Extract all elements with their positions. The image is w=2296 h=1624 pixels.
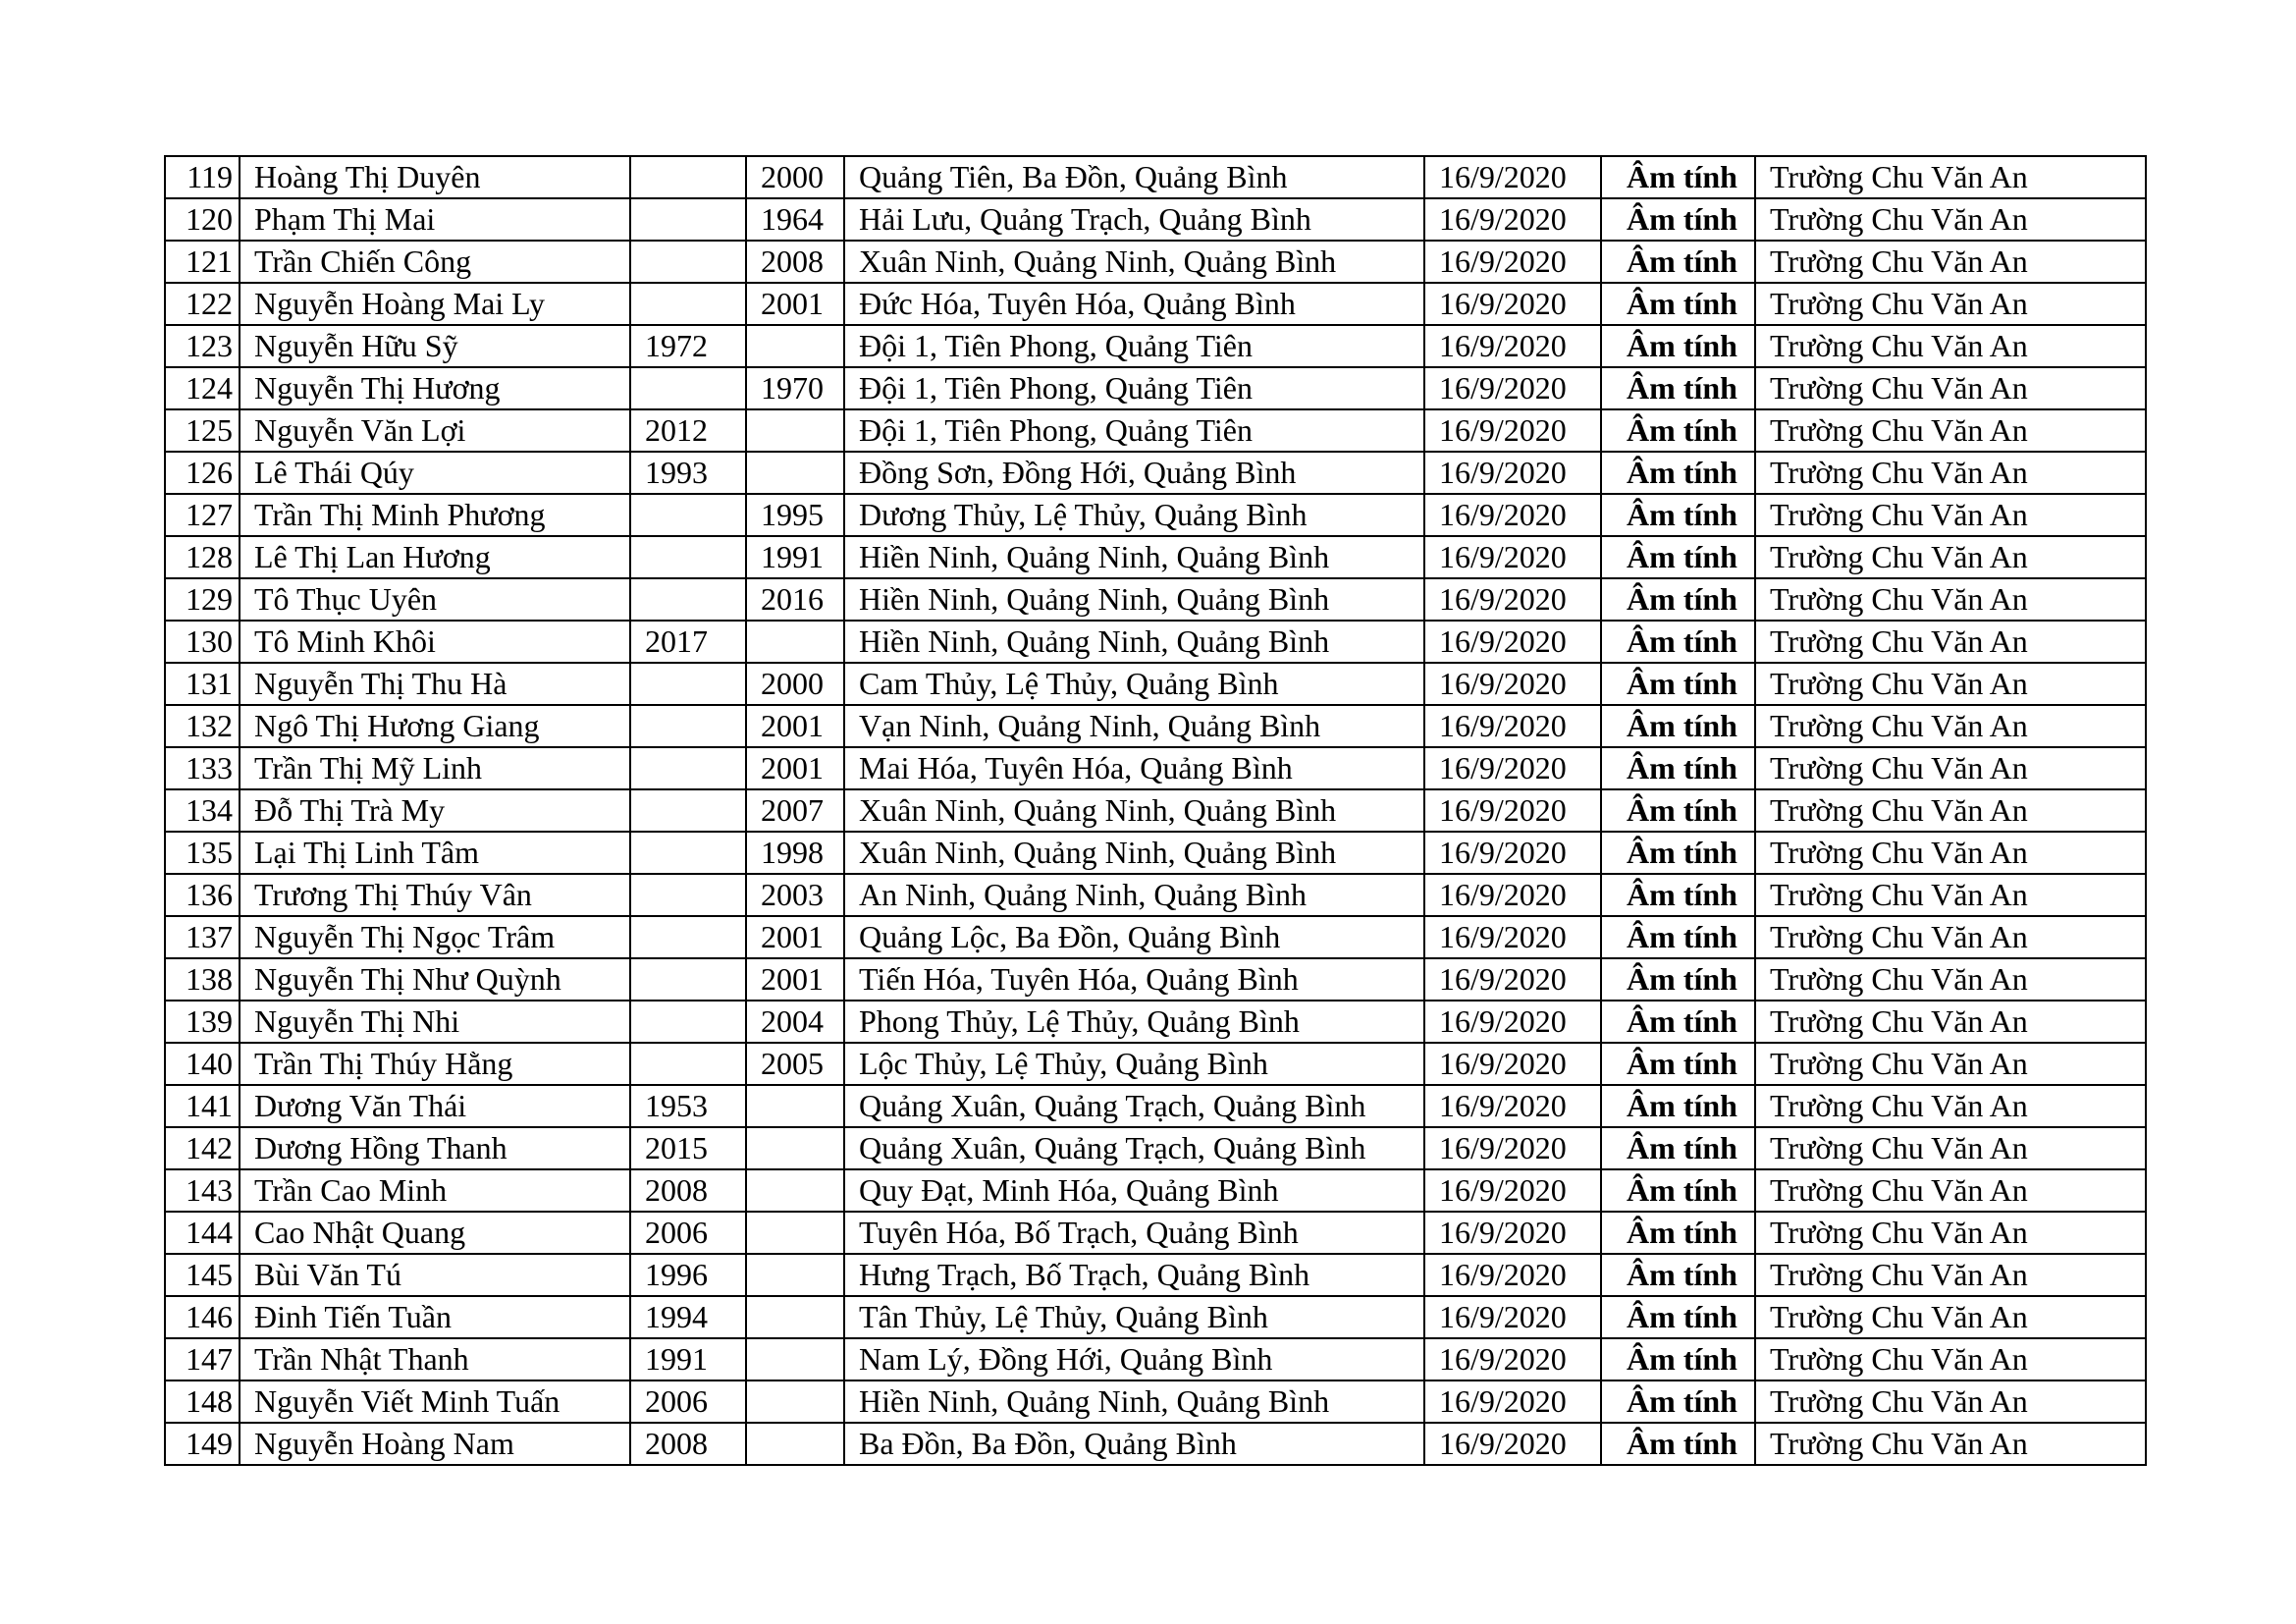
table-row <box>165 367 2146 409</box>
birth-year-female: 2008 <box>746 241 844 283</box>
birth-year-female <box>746 1380 844 1423</box>
birth-year-male <box>630 916 746 958</box>
birth-year-male <box>630 874 746 916</box>
table-row <box>165 789 2146 832</box>
address: Mai Hóa, Tuyên Hóa, Quảng Bình <box>844 747 1424 789</box>
table-row <box>165 241 2146 283</box>
test-result: Âm tính <box>1601 198 1755 241</box>
table-row <box>165 156 2146 198</box>
test-date: 16/9/2020 <box>1424 1296 1601 1338</box>
birth-year-female <box>746 1296 844 1338</box>
birth-year-female <box>746 409 844 452</box>
birth-year-male: 1993 <box>630 452 746 494</box>
birth-year-male <box>630 832 746 874</box>
table-row <box>165 916 2146 958</box>
birth-year-male <box>630 198 746 241</box>
test-location: Trường Chu Văn An <box>1755 409 2146 452</box>
birth-year-female: 1991 <box>746 536 844 578</box>
birth-year-female: 2001 <box>746 916 844 958</box>
test-result: Âm tính <box>1601 1212 1755 1254</box>
table-row <box>165 198 2146 241</box>
address: Xuân Ninh, Quảng Ninh, Quảng Bình <box>844 241 1424 283</box>
address: Tuyên Hóa, Bố Trạch, Quảng Bình <box>844 1212 1424 1254</box>
birth-year-male <box>630 156 746 198</box>
test-location: Trường Chu Văn An <box>1755 325 2146 367</box>
person-name: Nguyễn Thị Hương <box>240 367 630 409</box>
table-row <box>165 1212 2146 1254</box>
row-number: 123 <box>165 325 240 367</box>
birth-year-female <box>746 1127 844 1169</box>
test-date: 16/9/2020 <box>1424 1380 1601 1423</box>
address: Hiền Ninh, Quảng Ninh, Quảng Bình <box>844 578 1424 621</box>
row-number: 134 <box>165 789 240 832</box>
table-row <box>165 452 2146 494</box>
birth-year-male: 2015 <box>630 1127 746 1169</box>
birth-year-female <box>746 1338 844 1380</box>
person-name: Nguyễn Hoàng Mai Ly <box>240 283 630 325</box>
test-date: 16/9/2020 <box>1424 325 1601 367</box>
test-date: 16/9/2020 <box>1424 156 1601 198</box>
table-row <box>165 1254 2146 1296</box>
row-number: 138 <box>165 958 240 1001</box>
birth-year-male <box>630 705 746 747</box>
test-location: Trường Chu Văn An <box>1755 156 2146 198</box>
birth-year-female <box>746 1085 844 1127</box>
birth-year-female: 2001 <box>746 958 844 1001</box>
test-date: 16/9/2020 <box>1424 789 1601 832</box>
birth-year-male: 1972 <box>630 325 746 367</box>
test-location: Trường Chu Văn An <box>1755 1001 2146 1043</box>
test-result: Âm tính <box>1601 367 1755 409</box>
test-date: 16/9/2020 <box>1424 958 1601 1001</box>
table-row <box>165 578 2146 621</box>
address: Hiền Ninh, Quảng Ninh, Quảng Bình <box>844 1380 1424 1423</box>
test-results-table <box>164 155 2147 1466</box>
address: Hiền Ninh, Quảng Ninh, Quảng Bình <box>844 536 1424 578</box>
birth-year-male <box>630 367 746 409</box>
address: Hưng Trạch, Bố Trạch, Quảng Bình <box>844 1254 1424 1296</box>
birth-year-male <box>630 663 746 705</box>
birth-year-male: 1994 <box>630 1296 746 1338</box>
test-date: 16/9/2020 <box>1424 1423 1601 1465</box>
row-number: 139 <box>165 1001 240 1043</box>
row-number: 140 <box>165 1043 240 1085</box>
address: Phong Thủy, Lệ Thủy, Quảng Bình <box>844 1001 1424 1043</box>
row-number: 142 <box>165 1127 240 1169</box>
test-result: Âm tính <box>1601 1043 1755 1085</box>
test-date: 16/9/2020 <box>1424 1085 1601 1127</box>
person-name: Bùi Văn Tú <box>240 1254 630 1296</box>
test-date: 16/9/2020 <box>1424 367 1601 409</box>
person-name: Nguyễn Thị Ngọc Trâm <box>240 916 630 958</box>
birth-year-male <box>630 494 746 536</box>
address: Tân Thủy, Lệ Thủy, Quảng Bình <box>844 1296 1424 1338</box>
person-name: Tô Thục Uyên <box>240 578 630 621</box>
row-number: 149 <box>165 1423 240 1465</box>
test-date: 16/9/2020 <box>1424 241 1601 283</box>
row-number: 144 <box>165 1212 240 1254</box>
birth-year-female: 1998 <box>746 832 844 874</box>
test-date: 16/9/2020 <box>1424 1001 1601 1043</box>
birth-year-female <box>746 621 844 663</box>
row-number: 141 <box>165 1085 240 1127</box>
table-row <box>165 283 2146 325</box>
test-date: 16/9/2020 <box>1424 1043 1601 1085</box>
test-result: Âm tính <box>1601 916 1755 958</box>
person-name: Trần Chiến Công <box>240 241 630 283</box>
table-row <box>165 874 2146 916</box>
birth-year-male: 1953 <box>630 1085 746 1127</box>
test-result: Âm tính <box>1601 578 1755 621</box>
birth-year-female: 2001 <box>746 283 844 325</box>
address: Hải Lưu, Quảng Trạch, Quảng Bình <box>844 198 1424 241</box>
table-row <box>165 536 2146 578</box>
person-name: Lê Thái Qúy <box>240 452 630 494</box>
test-date: 16/9/2020 <box>1424 494 1601 536</box>
test-location: Trường Chu Văn An <box>1755 1085 2146 1127</box>
person-name: Phạm Thị Mai <box>240 198 630 241</box>
test-result: Âm tính <box>1601 1296 1755 1338</box>
test-location: Trường Chu Văn An <box>1755 1338 2146 1380</box>
test-result: Âm tính <box>1601 1423 1755 1465</box>
table-row <box>165 1338 2146 1380</box>
test-result: Âm tính <box>1601 409 1755 452</box>
person-name: Trần Thị Thúy Hằng <box>240 1043 630 1085</box>
address: An Ninh, Quảng Ninh, Quảng Bình <box>844 874 1424 916</box>
test-location: Trường Chu Văn An <box>1755 1423 2146 1465</box>
test-result: Âm tính <box>1601 1001 1755 1043</box>
test-location: Trường Chu Văn An <box>1755 747 2146 789</box>
birth-year-female: 2005 <box>746 1043 844 1085</box>
person-name: Nguyễn Thị Thu Hà <box>240 663 630 705</box>
birth-year-female: 2003 <box>746 874 844 916</box>
test-date: 16/9/2020 <box>1424 409 1601 452</box>
test-date: 16/9/2020 <box>1424 747 1601 789</box>
test-result: Âm tính <box>1601 958 1755 1001</box>
row-number: 124 <box>165 367 240 409</box>
table-row <box>165 621 2146 663</box>
person-name: Cao Nhật Quang <box>240 1212 630 1254</box>
birth-year-female <box>746 1254 844 1296</box>
test-result: Âm tính <box>1601 494 1755 536</box>
test-date: 16/9/2020 <box>1424 1254 1601 1296</box>
person-name: Trần Thị Mỹ Linh <box>240 747 630 789</box>
table-row <box>165 832 2146 874</box>
row-number: 119 <box>165 156 240 198</box>
test-location: Trường Chu Văn An <box>1755 1043 2146 1085</box>
test-location: Trường Chu Văn An <box>1755 283 2146 325</box>
address: Quảng Xuân, Quảng Trạch, Quảng Bình <box>844 1085 1424 1127</box>
test-result: Âm tính <box>1601 874 1755 916</box>
test-date: 16/9/2020 <box>1424 578 1601 621</box>
person-name: Nguyễn Hữu Sỹ <box>240 325 630 367</box>
address: Cam Thủy, Lệ Thủy, Quảng Bình <box>844 663 1424 705</box>
person-name: Nguyễn Văn Lợi <box>240 409 630 452</box>
table-body <box>165 156 2146 1465</box>
test-location: Trường Chu Văn An <box>1755 452 2146 494</box>
row-number: 148 <box>165 1380 240 1423</box>
test-location: Trường Chu Văn An <box>1755 536 2146 578</box>
person-name: Nguyễn Thị Nhi <box>240 1001 630 1043</box>
test-result: Âm tính <box>1601 832 1755 874</box>
address: Lộc Thủy, Lệ Thủy, Quảng Bình <box>844 1043 1424 1085</box>
person-name: Nguyễn Thị Như Quỳnh <box>240 958 630 1001</box>
test-result: Âm tính <box>1601 705 1755 747</box>
birth-year-female: 2000 <box>746 156 844 198</box>
test-result: Âm tính <box>1601 156 1755 198</box>
table-row <box>165 325 2146 367</box>
test-date: 16/9/2020 <box>1424 1127 1601 1169</box>
address: Quảng Lộc, Ba Đồn, Quảng Bình <box>844 916 1424 958</box>
address: Ba Đồn, Ba Đồn, Quảng Bình <box>844 1423 1424 1465</box>
birth-year-male: 1996 <box>630 1254 746 1296</box>
birth-year-male <box>630 241 746 283</box>
test-date: 16/9/2020 <box>1424 832 1601 874</box>
test-location: Trường Chu Văn An <box>1755 874 2146 916</box>
test-result: Âm tính <box>1601 536 1755 578</box>
test-location: Trường Chu Văn An <box>1755 241 2146 283</box>
test-result: Âm tính <box>1601 241 1755 283</box>
test-date: 16/9/2020 <box>1424 621 1601 663</box>
person-name: Trần Cao Minh <box>240 1169 630 1212</box>
test-date: 16/9/2020 <box>1424 1169 1601 1212</box>
test-result: Âm tính <box>1601 1169 1755 1212</box>
person-name: Lại Thị Linh Tâm <box>240 832 630 874</box>
test-date: 16/9/2020 <box>1424 663 1601 705</box>
birth-year-female: 2000 <box>746 663 844 705</box>
person-name: Dương Hồng Thanh <box>240 1127 630 1169</box>
table-row <box>165 1043 2146 1085</box>
birth-year-female: 2007 <box>746 789 844 832</box>
test-date: 16/9/2020 <box>1424 283 1601 325</box>
test-result: Âm tính <box>1601 663 1755 705</box>
test-location: Trường Chu Văn An <box>1755 367 2146 409</box>
row-number: 147 <box>165 1338 240 1380</box>
test-location: Trường Chu Văn An <box>1755 916 2146 958</box>
test-location: Trường Chu Văn An <box>1755 789 2146 832</box>
test-location: Trường Chu Văn An <box>1755 1169 2146 1212</box>
table-row <box>165 747 2146 789</box>
address: Quy Đạt, Minh Hóa, Quảng Bình <box>844 1169 1424 1212</box>
birth-year-male: 2008 <box>630 1169 746 1212</box>
address: Đội 1, Tiên Phong, Quảng Tiên <box>844 409 1424 452</box>
row-number: 136 <box>165 874 240 916</box>
person-name: Trần Nhật Thanh <box>240 1338 630 1380</box>
table-row <box>165 494 2146 536</box>
address: Đức Hóa, Tuyên Hóa, Quảng Bình <box>844 283 1424 325</box>
person-name: Dương Văn Thái <box>240 1085 630 1127</box>
test-date: 16/9/2020 <box>1424 705 1601 747</box>
birth-year-female: 1964 <box>746 198 844 241</box>
test-location: Trường Chu Văn An <box>1755 705 2146 747</box>
person-name: Ngô Thị Hương Giang <box>240 705 630 747</box>
birth-year-female <box>746 1169 844 1212</box>
row-number: 133 <box>165 747 240 789</box>
test-result: Âm tính <box>1601 1254 1755 1296</box>
table-row <box>165 1085 2146 1127</box>
row-number: 131 <box>165 663 240 705</box>
birth-year-female <box>746 1423 844 1465</box>
birth-year-male <box>630 747 746 789</box>
address: Đồng Sơn, Đồng Hới, Quảng Bình <box>844 452 1424 494</box>
birth-year-female: 2004 <box>746 1001 844 1043</box>
test-result: Âm tính <box>1601 789 1755 832</box>
table-row <box>165 1296 2146 1338</box>
person-name: Nguyễn Viết Minh Tuấn <box>240 1380 630 1423</box>
row-number: 146 <box>165 1296 240 1338</box>
birth-year-female <box>746 452 844 494</box>
address: Đội 1, Tiên Phong, Quảng Tiên <box>844 367 1424 409</box>
row-number: 128 <box>165 536 240 578</box>
test-date: 16/9/2020 <box>1424 198 1601 241</box>
row-number: 125 <box>165 409 240 452</box>
test-location: Trường Chu Văn An <box>1755 1127 2146 1169</box>
row-number: 121 <box>165 241 240 283</box>
birth-year-male: 2012 <box>630 409 746 452</box>
address: Hiền Ninh, Quảng Ninh, Quảng Bình <box>844 621 1424 663</box>
person-name: Hoàng Thị Duyên <box>240 156 630 198</box>
row-number: 130 <box>165 621 240 663</box>
row-number: 145 <box>165 1254 240 1296</box>
test-location: Trường Chu Văn An <box>1755 1254 2146 1296</box>
test-date: 16/9/2020 <box>1424 916 1601 958</box>
birth-year-female: 1995 <box>746 494 844 536</box>
test-date: 16/9/2020 <box>1424 1338 1601 1380</box>
address: Đội 1, Tiên Phong, Quảng Tiên <box>844 325 1424 367</box>
test-date: 16/9/2020 <box>1424 452 1601 494</box>
test-result: Âm tính <box>1601 325 1755 367</box>
address: Tiến Hóa, Tuyên Hóa, Quảng Bình <box>844 958 1424 1001</box>
address: Quảng Xuân, Quảng Trạch, Quảng Bình <box>844 1127 1424 1169</box>
person-name: Đinh Tiến Tuần <box>240 1296 630 1338</box>
test-date: 16/9/2020 <box>1424 536 1601 578</box>
birth-year-female: 2001 <box>746 747 844 789</box>
table-row <box>165 705 2146 747</box>
address: Nam Lý, Đồng Hới, Quảng Bình <box>844 1338 1424 1380</box>
birth-year-female: 2001 <box>746 705 844 747</box>
test-date: 16/9/2020 <box>1424 1212 1601 1254</box>
address: Xuân Ninh, Quảng Ninh, Quảng Bình <box>844 789 1424 832</box>
row-number: 120 <box>165 198 240 241</box>
birth-year-male: 1991 <box>630 1338 746 1380</box>
test-location: Trường Chu Văn An <box>1755 621 2146 663</box>
test-date: 16/9/2020 <box>1424 874 1601 916</box>
test-location: Trường Chu Văn An <box>1755 578 2146 621</box>
test-result: Âm tính <box>1601 1085 1755 1127</box>
table-row <box>165 1127 2146 1169</box>
test-result: Âm tính <box>1601 1380 1755 1423</box>
birth-year-female <box>746 325 844 367</box>
test-result: Âm tính <box>1601 1338 1755 1380</box>
birth-year-male <box>630 1043 746 1085</box>
test-location: Trường Chu Văn An <box>1755 1212 2146 1254</box>
test-location: Trường Chu Văn An <box>1755 958 2146 1001</box>
table-row <box>165 663 2146 705</box>
person-name: Tô Minh Khôi <box>240 621 630 663</box>
person-name: Trần Thị Minh Phương <box>240 494 630 536</box>
table-row <box>165 1423 2146 1465</box>
test-result: Âm tính <box>1601 621 1755 663</box>
birth-year-male <box>630 536 746 578</box>
birth-year-female: 1970 <box>746 367 844 409</box>
row-number: 132 <box>165 705 240 747</box>
test-location: Trường Chu Văn An <box>1755 832 2146 874</box>
person-name: Nguyễn Hoàng Nam <box>240 1423 630 1465</box>
table-row <box>165 958 2146 1001</box>
test-location: Trường Chu Văn An <box>1755 1380 2146 1423</box>
birth-year-female: 2016 <box>746 578 844 621</box>
table-row <box>165 1001 2146 1043</box>
row-number: 137 <box>165 916 240 958</box>
birth-year-male: 2006 <box>630 1380 746 1423</box>
row-number: 122 <box>165 283 240 325</box>
test-location: Trường Chu Văn An <box>1755 1296 2146 1338</box>
table-row <box>165 1169 2146 1212</box>
address: Vạn Ninh, Quảng Ninh, Quảng Bình <box>844 705 1424 747</box>
birth-year-male: 2017 <box>630 621 746 663</box>
row-number: 129 <box>165 578 240 621</box>
test-result: Âm tính <box>1601 1127 1755 1169</box>
birth-year-male: 2008 <box>630 1423 746 1465</box>
birth-year-male <box>630 958 746 1001</box>
test-result: Âm tính <box>1601 283 1755 325</box>
address: Quảng Tiên, Ba Đồn, Quảng Bình <box>844 156 1424 198</box>
test-location: Trường Chu Văn An <box>1755 198 2146 241</box>
birth-year-male: 2006 <box>630 1212 746 1254</box>
person-name: Đỗ Thị Trà My <box>240 789 630 832</box>
person-name: Trương Thị Thúy Vân <box>240 874 630 916</box>
test-location: Trường Chu Văn An <box>1755 494 2146 536</box>
table-row <box>165 409 2146 452</box>
row-number: 126 <box>165 452 240 494</box>
birth-year-male <box>630 1001 746 1043</box>
row-number: 135 <box>165 832 240 874</box>
row-number: 143 <box>165 1169 240 1212</box>
test-location: Trường Chu Văn An <box>1755 663 2146 705</box>
row-number: 127 <box>165 494 240 536</box>
birth-year-male <box>630 578 746 621</box>
person-name: Lê Thị Lan Hương <box>240 536 630 578</box>
test-result: Âm tính <box>1601 452 1755 494</box>
birth-year-male <box>630 283 746 325</box>
birth-year-female <box>746 1212 844 1254</box>
table-row <box>165 1380 2146 1423</box>
birth-year-male <box>630 789 746 832</box>
address: Xuân Ninh, Quảng Ninh, Quảng Bình <box>844 832 1424 874</box>
address: Dương Thủy, Lệ Thủy, Quảng Bình <box>844 494 1424 536</box>
test-result: Âm tính <box>1601 747 1755 789</box>
